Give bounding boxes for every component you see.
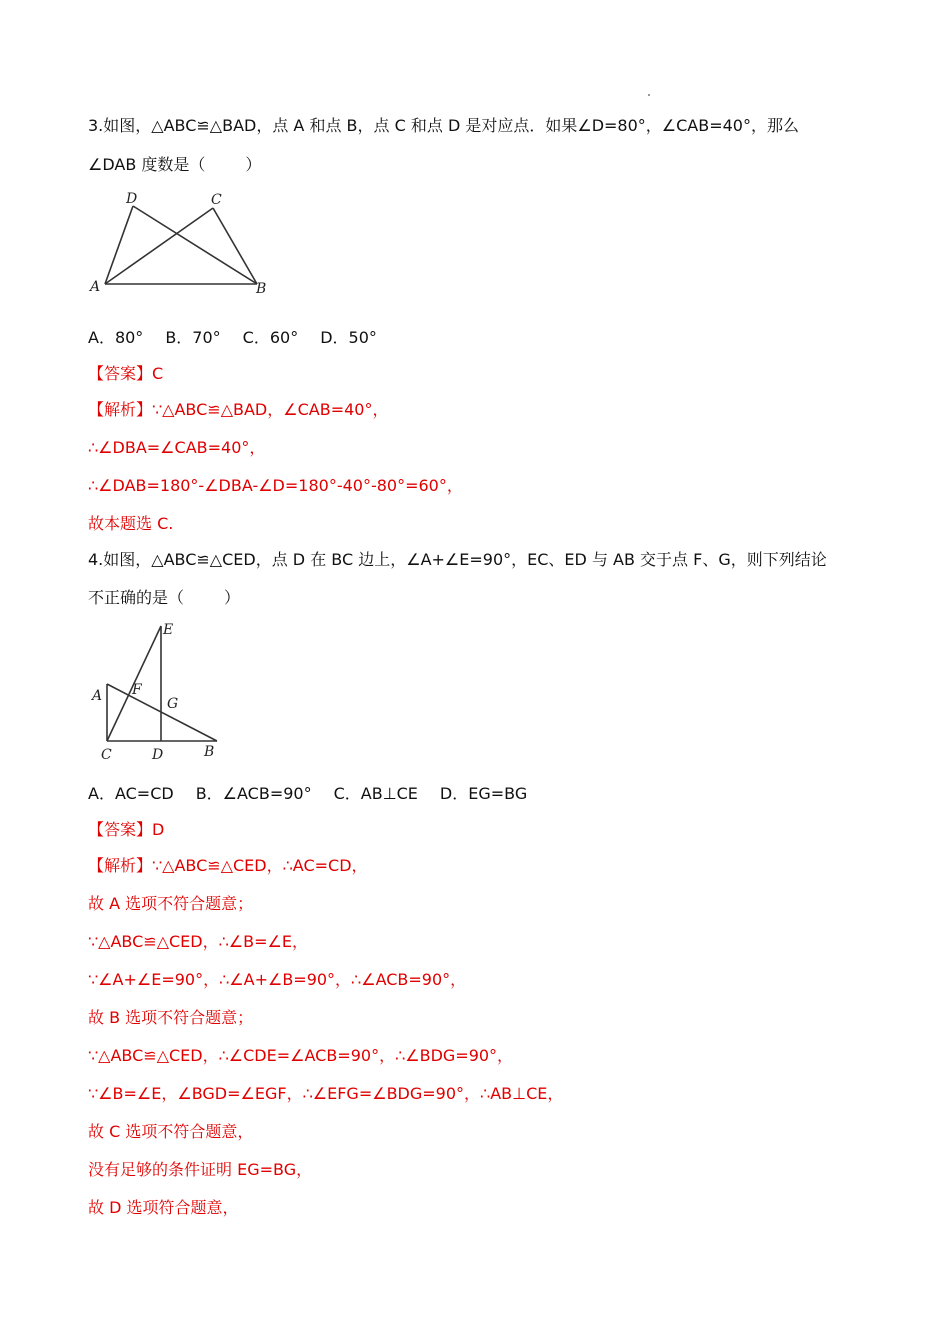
q4-analysis-line: 故 C 选项不符合题意， — [88, 1122, 254, 1141]
q4-stem-prefix: 不正确的是（ — [88, 588, 185, 607]
q4-label-e: E — [163, 622, 174, 638]
q4-answer: 【答案】D — [88, 820, 165, 839]
q4-options — [88, 784, 549, 804]
q3-options — [88, 328, 399, 348]
q3-analysis-line: 故本题选 C. — [88, 514, 174, 533]
q3-label-c: C — [211, 192, 222, 208]
q3-stem-suffix: ） — [245, 155, 262, 174]
q4-analysis-line: 没有足够的条件证明 EG=BG， — [88, 1160, 313, 1179]
q4-label-f: F — [132, 682, 142, 698]
q4-figure — [85, 618, 235, 768]
q3-segment-cb — [213, 208, 257, 284]
q3-option-c: C．60° — [242, 328, 299, 347]
q3-stem-prefix: ∠DAB 度数是（ — [88, 155, 206, 174]
q4-analysis-line: 故 B 选项不符合题意； — [88, 1008, 254, 1027]
q4-option-a: A．AC=CD — [88, 784, 174, 803]
q3-label-b: B — [256, 281, 267, 297]
q3-label-d: D — [126, 191, 138, 207]
q3-segment-db — [133, 206, 257, 284]
q4-analysis-line: 【解析】∵△ABC≌△CED，∴AC=CD， — [88, 856, 368, 875]
q3-stem-line1: 3.如图，△ABC≌△BAD，点 A 和点 B，点 C 和点 D 是对应点．如果∠D=80°，∠CAB=40°，那么 — [88, 116, 799, 135]
q4-stem-line2 — [88, 588, 240, 608]
q3-label-a: A — [90, 279, 101, 295]
q3-figure — [85, 188, 275, 298]
q4-segment-ab — [107, 684, 217, 741]
q3-option-a: A．80° — [88, 328, 144, 347]
q4-label-d: D — [152, 747, 164, 763]
q4-label-b: B — [204, 744, 215, 760]
scan-dot — [648, 94, 650, 96]
q3-analysis-line: ∴∠DAB=180°-∠DBA-∠D=180°-40°-80°=60°， — [88, 476, 463, 495]
q4-option-c: C．AB⊥CE — [333, 784, 418, 803]
q3-segment-ad — [105, 206, 133, 284]
q4-analysis-line: ∵△ABC≌△CED，∴∠CDE=∠ACB=90°，∴∠BDG=90°， — [88, 1046, 514, 1065]
q3-option-d: D．50° — [320, 328, 377, 347]
q3-answer: 【答案】C — [88, 364, 164, 383]
q4-analysis-line: 故 D 选项符合题意， — [88, 1198, 239, 1217]
q4-label-a: A — [92, 688, 103, 704]
q4-option-b: B．∠ACB=90° — [195, 784, 312, 803]
q4-analysis-line: ∵∠B=∠E，∠BGD=∠EGF，∴∠EFG=∠BDG=90°，∴AB⊥CE， — [88, 1084, 564, 1103]
q4-stem-line1: 4.如图，△ABC≌△CED，点 D 在 BC 边上，∠A+∠E=90°，EC、ED 与 AB 交于点 F、G，则下列结论 — [88, 550, 827, 569]
q4-label-c: C — [101, 747, 112, 763]
q3-analysis-line: 【解析】∵△ABC≌△BAD，∠CAB=40°， — [88, 400, 389, 419]
q3-analysis-line: ∴∠DBA=∠CAB=40°， — [88, 438, 266, 457]
q3-stem-line2 — [88, 155, 261, 175]
q4-label-g: G — [167, 696, 179, 712]
q4-analysis-line: 故 A 选项不符合题意； — [88, 894, 254, 913]
q4-option-d: D．EG=BG — [439, 784, 528, 803]
q4-stem-suffix: ） — [224, 588, 241, 607]
q4-analysis-line: ∵△ABC≌△CED，∴∠B=∠E， — [88, 932, 308, 951]
q4-analysis-line: ∵∠A+∠E=90°，∴∠A+∠B=90°，∴∠ACB=90°， — [88, 970, 467, 989]
q3-option-b: B．70° — [165, 328, 221, 347]
